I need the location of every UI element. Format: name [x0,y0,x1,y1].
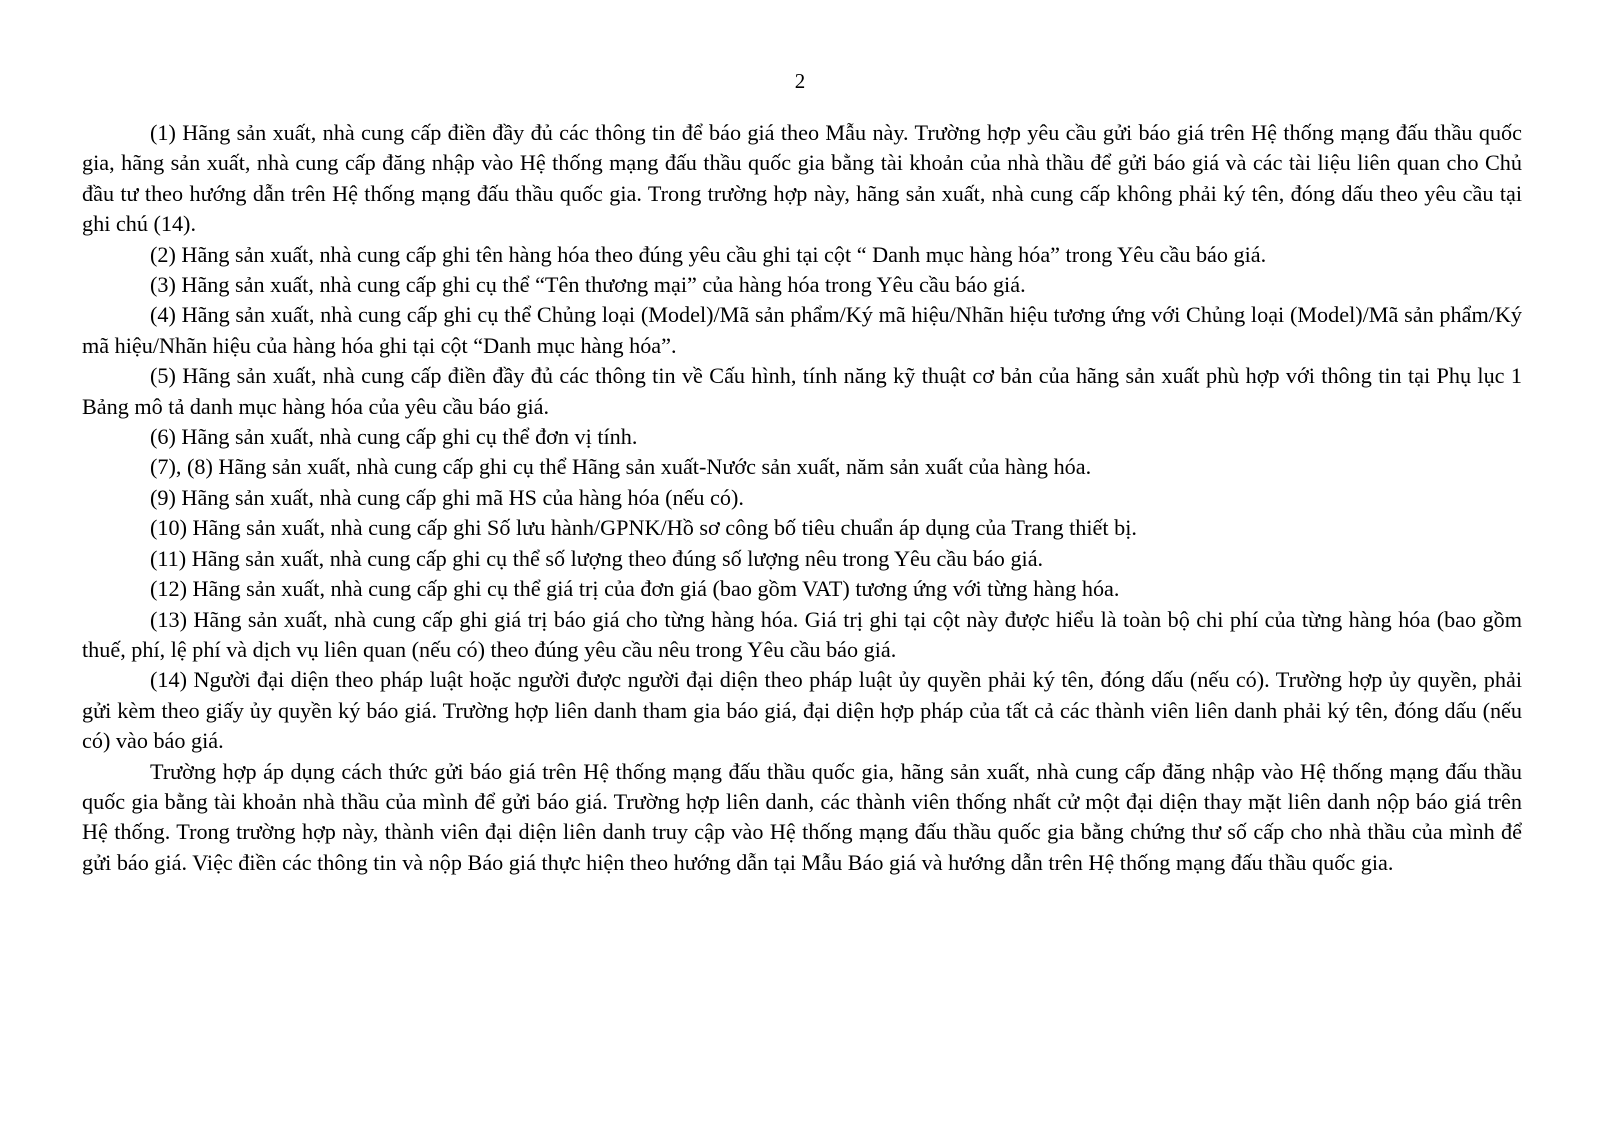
note-2: (2) Hãng sản xuất, nhà cung cấp ghi tên hàng hóa theo đúng yêu cầu ghi tại cột “ Danh mục hàng hóa” trong Yêu cầu báo giá. [150,241,1267,267]
note-10: (10) Hãng sản xuất, nhà cung cấp ghi Số lưu hành/GPNK/Hồ sơ công bố tiêu chuẩn áp dụng của Trang thiết bị. [150,515,1137,541]
note-4: (4) Hãng sản xuất, nhà cung cấp ghi cụ thể Chủng loại (Model)/Mã sản phẩm/Ký mã hiệu/Nhãn hiệu tương ứng với Chủng loại (Model)/Mã sản phẩm/Ký mã hiệu/Nhãn hiệu của hàng hóa ghi tại cột “Danh mục hàng hóa”. [82,302,1522,358]
note-13: (13) Hãng sản xuất, nhà cung cấp ghi giá trị báo giá cho từng hàng hóa. Giá trị ghi tại cột này được hiểu là toàn bộ chi phí của từng hàng hóa (bao gồm thuế, phí, lệ phí và dịch vụ liên quan (nếu có) theo đúng yêu cầu nêu trong Yêu cầu báo giá. [82,606,1522,662]
notes-section [82,118,1522,878]
note-9: (9) Hãng sản xuất, nhà cung cấp ghi mã HS của hàng hóa (nếu có). [150,484,744,510]
note-7-8: (7), (8) Hãng sản xuất, nhà cung cấp ghi cụ thể Hãng sản xuất-Nước sản xuất, năm sản xuất của hàng hóa. [150,454,1092,480]
note-11: (11) Hãng sản xuất, nhà cung cấp ghi cụ thể số lượng theo đúng số lượng nêu trong Yêu cầu báo giá. [150,545,1044,571]
note-3: (3) Hãng sản xuất, nhà cung cấp ghi cụ thể “Tên thương mại” của hàng hóa trong Yêu cầu báo giá. [150,272,1026,298]
note-6: (6) Hãng sản xuất, nhà cung cấp ghi cụ thể đơn vị tính. [150,424,638,450]
note-5: (5) Hãng sản xuất, nhà cung cấp điền đầy đủ các thông tin về Cấu hình, tính năng kỹ thuật cơ bản của hãng sản xuất phù hợp với thông tin tại Phụ lục 1 Bảng mô tả danh mục hàng hóa của yêu cầu báo giá. [82,363,1522,419]
page-number: 2 [794,69,806,93]
note-12: (12) Hãng sản xuất, nhà cung cấp ghi cụ thể giá trị của đơn giá (bao gồm VAT) tương ứng với từng hàng hóa. [150,576,1120,602]
note-14: (14) Người đại diện theo pháp luật hoặc người được người đại diện theo pháp luật ủy quyền phải ký tên, đóng dấu (nếu có). Trường hợp ủy quyền, phải gửi kèm theo giấy ủy quyền ký báo giá. Trường hợp liên danh tham gia báo giá, đại diện hợp pháp của tất cả các thành viên liên danh phải ký tên, đóng dấu (nếu có) vào báo giá. [82,667,1522,754]
note-1: (1) Hãng sản xuất, nhà cung cấp điền đầy đủ các thông tin để báo giá theo Mẫu này. Trường hợp yêu cầu gửi báo giá trên Hệ thống mạng đấu thầu quốc gia, hãng sản xuất, nhà cung cấp đăng nhập vào Hệ thống mạng đấu thầu quốc gia bằng tài khoản của nhà thầu để gửi báo giá và các tài liệu liên quan cho Chủ đầu tư theo hướng dẫn trên Hệ thống mạng đấu thầu quốc gia. Trong trường hợp này, hãng sản xuất, nhà cung cấp không phải ký tên, đóng dấu theo yêu cầu tại ghi chú (14). [82,120,1522,237]
closing-paragraph: Trường hợp áp dụng cách thức gửi báo giá trên Hệ thống mạng đấu thầu quốc gia, hãng sản xuất, nhà cung cấp đăng nhập vào Hệ thống mạng đấu thầu quốc gia bằng tài khoản nhà thầu của mình để gửi báo giá. Trường hợp liên danh, các thành viên thống nhất cử một đại diện thay mặt liên danh nộp báo giá trên Hệ thống. Trong trường hợp này, thành viên đại diện liên danh truy cập vào Hệ thống mạng đấu thầu quốc gia bằng chứng thư số cấp cho nhà thầu của mình để gửi báo giá. Việc điền các thông tin và nộp Báo giá thực hiện theo hướng dẫn tại Mẫu Báo giá và hướng dẫn trên Hệ thống mạng đấu thầu quốc gia. [82,758,1522,875]
